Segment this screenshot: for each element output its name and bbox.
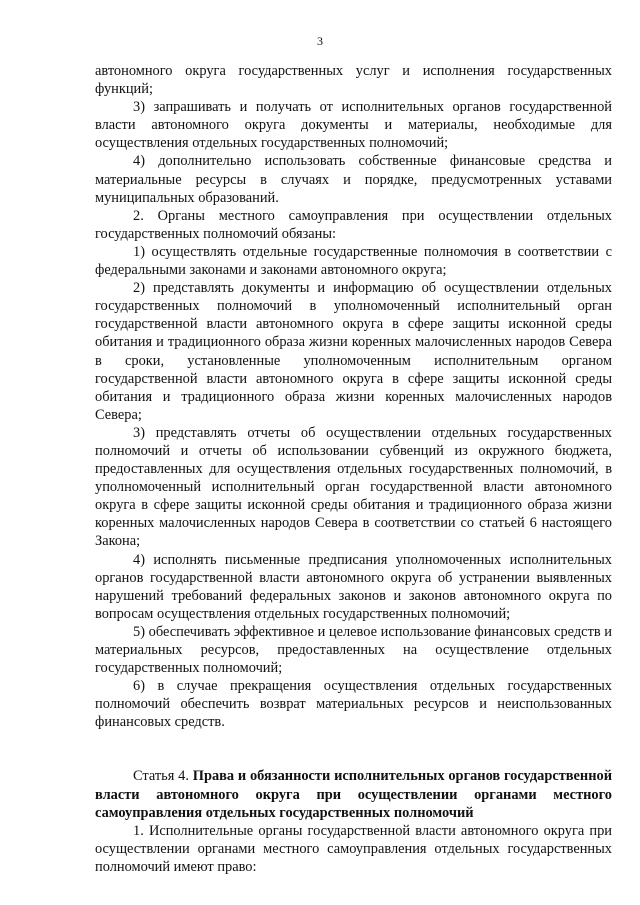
article-heading: [95, 767, 612, 821]
paragraph: 5) обеспечивать эффективное и целевое использование финансовых средств и материальных ресурсов, предоставленных на осуществление отдельных государственных полномочий;: [95, 623, 612, 677]
paragraph: 4) исполнять письменные предписания уполномоченных исполнительных органов государственной власти автономного округа об устранении выявленных нарушений требований федеральных законов и законов автономного округа по вопросам осуществления отдельных государственных полномочий;: [95, 551, 612, 622]
paragraph: 3) представлять отчеты об осуществлении отдельных государственных полномочий и отчеты об использовании субвенций из окружного бюджета, предоставленных для осуществления отдельных государственных полномочий, в уполномоченный исполнительный орган государственной власти автономного округа в сфере защиты исконной среды обитания и традиционного образа жизни коренных малочисленных народов Севера в соответствии со статьей 6 настоящего Закона;: [95, 424, 612, 550]
paragraph: 1) осуществлять отдельные государственные полномочия в соответствии с федеральными законами и законами автономного округа;: [95, 243, 612, 279]
section-spacer: [95, 749, 612, 767]
document-body: [95, 62, 612, 876]
paragraph: 3) запрашивать и получать от исполнительных органов государственной власти автономного округа документы и материалы, необходимые для осуществления отдельных государственных полномочий;: [95, 99, 612, 152]
article-label: Статья 4.: [133, 768, 189, 785]
paragraph: 1. Исполнительные органы государственной власти автономного округа при осуществлении органами местного самоуправления отдельных государственных полномочий имеют право:: [95, 822, 612, 875]
paragraph: 4) дополнительно использовать собственные финансовые средства и материальные ресурсы в случаях и порядке, предусмотренных уставами муниципальных образований.: [95, 153, 612, 206]
paragraph: 2) представлять документы и информацию об осуществлении отдельных государственных полномочий в уполномоченный исполнительный орган государственной власти автономного округа в сфере защиты исконной среды обитания и традиционного образа жизни коренных малочисленных народов Севера в сроки, установленные уполномоченным исполнительным органом государственной власти автономного округа в сфере защиты исконной среды обитания и традиционного образа жизни коренных малочисленных народов Севера;: [95, 280, 612, 423]
paragraph: 6) в случае прекращения осуществления отдельных государственных полномочий обеспечить возврат материальных ресурсов и неиспользованных финансовых средств.: [95, 678, 612, 731]
article-title: Права и обязанности исполнительных органов государственной власти автономного округа при осуществлении органами местного самоуправления отдельных государственных полномочий: [95, 768, 613, 821]
section-spacer: [95, 731, 612, 749]
paragraph: автономного округа государственных услуг и исполнения государственных функций;: [95, 63, 612, 98]
page-number: 3: [317, 34, 323, 48]
paragraph: 2. Органы местного самоуправления при осуществлении отдельных государственных полномочий обязаны:: [95, 207, 612, 242]
